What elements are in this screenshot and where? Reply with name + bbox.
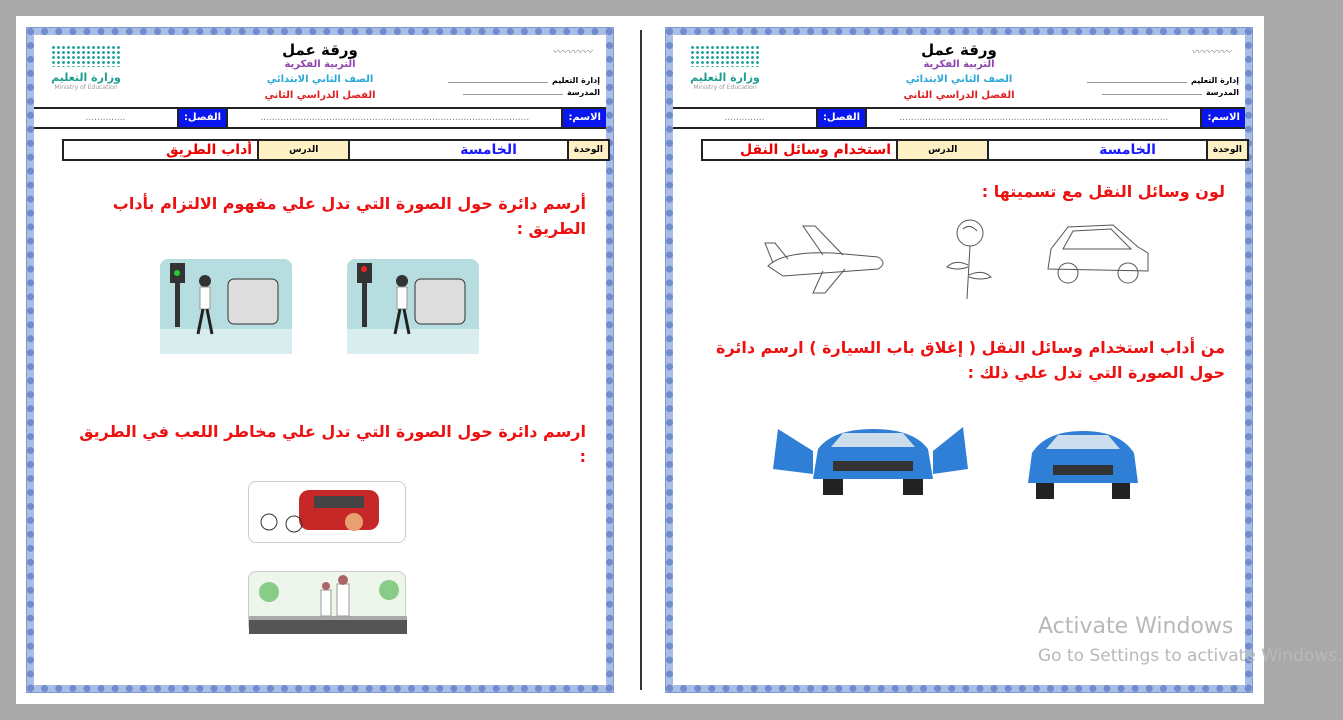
admin-info: إدارة التعليم المدرسة: [1087, 75, 1239, 99]
grade: الصف الثاني الابتدائي: [266, 74, 374, 85]
name-field[interactable]: ..............................................................................................: [865, 109, 1200, 127]
class-label: الفصل:: [816, 109, 865, 127]
worksheet-header: [34, 35, 606, 113]
worksheet-road-manners: [27, 28, 613, 692]
car-outline-image: [1043, 219, 1153, 291]
name-label: الاسم:: [1200, 109, 1245, 127]
worksheet-header: [673, 35, 1245, 113]
rose-outline-image: [935, 215, 1005, 300]
name-label: الاسم:: [561, 109, 606, 127]
grade: الصف الثاني الابتدائي: [905, 74, 1013, 85]
class-field[interactable]: ..............: [724, 113, 765, 123]
admin-info: إدارة التعليم المدرسة: [448, 75, 600, 99]
ministry-logo: وزارة التعليم Ministry of Education: [685, 45, 765, 91]
subject: التربية الفكرية: [284, 59, 356, 70]
lesson-value: أداب الطريق: [166, 142, 253, 158]
kingdom-emblem: 〰〰〰〰: [1191, 47, 1231, 58]
term: الفصل الدراسي الثاني: [903, 90, 1015, 101]
worksheet-title: ورقة عمل: [282, 41, 358, 59]
lesson-label: الدرس: [257, 141, 348, 159]
activate-windows-watermark: Activate Windows Go to Settings to activate Windows.: [1038, 614, 1343, 666]
unit-lesson-row: [701, 139, 1249, 161]
question-2: من أداب استخدام وسائل النقل ( إغلاق باب السيارة ) ارسم دائرة حول الصورة التي تدل علي ذلك :: [716, 338, 1225, 382]
class-label: الفصل:: [177, 109, 226, 127]
name-field[interactable]: ..............................................................................................: [226, 109, 561, 127]
page-divider: [640, 30, 642, 690]
car-doors-closed-image: [1018, 421, 1148, 501]
name-row: [34, 107, 606, 129]
subject: التربية الفكرية: [923, 59, 995, 70]
term: الفصل الدراسي الثاني: [264, 90, 376, 101]
jaywalking-image: [347, 259, 479, 354]
unit-label: الوحدة: [567, 141, 608, 159]
lesson-value: استخدام وسائل النقل: [739, 142, 892, 158]
question-1: لون وسائل النقل مع تسميتها :: [981, 182, 1225, 201]
ministry-logo: وزارة التعليم Ministry of Education: [46, 45, 126, 91]
safe-walking-image: [248, 571, 406, 633]
worksheet-title: ورقة عمل: [921, 41, 997, 59]
child-hit-by-car-image: [248, 481, 406, 543]
airplane-outline-image: [763, 221, 893, 296]
class-field[interactable]: ..............: [85, 113, 126, 123]
lesson-label: الدرس: [896, 141, 987, 159]
unit-label: الوحدة: [1206, 141, 1247, 159]
question-1: أرسم دائرة حول الصورة التي تدل علي مفهوم الالتزام بأداب الطريق :: [112, 194, 586, 238]
pedestrian-crossing-image: [160, 259, 292, 354]
unit-lesson-row: [62, 139, 610, 161]
kingdom-emblem: 〰〰〰〰: [552, 47, 592, 58]
worksheet-transport-use: [666, 28, 1343, 692]
unit-value: الخامسة: [987, 141, 1206, 159]
car-doors-open-image: [773, 419, 968, 501]
name-row: [673, 107, 1245, 129]
question-2: ارسم دائرة حول الصورة التي تدل علي مخاطر اللعب في الطريق :: [79, 422, 586, 466]
unit-value: الخامسة: [348, 141, 567, 159]
